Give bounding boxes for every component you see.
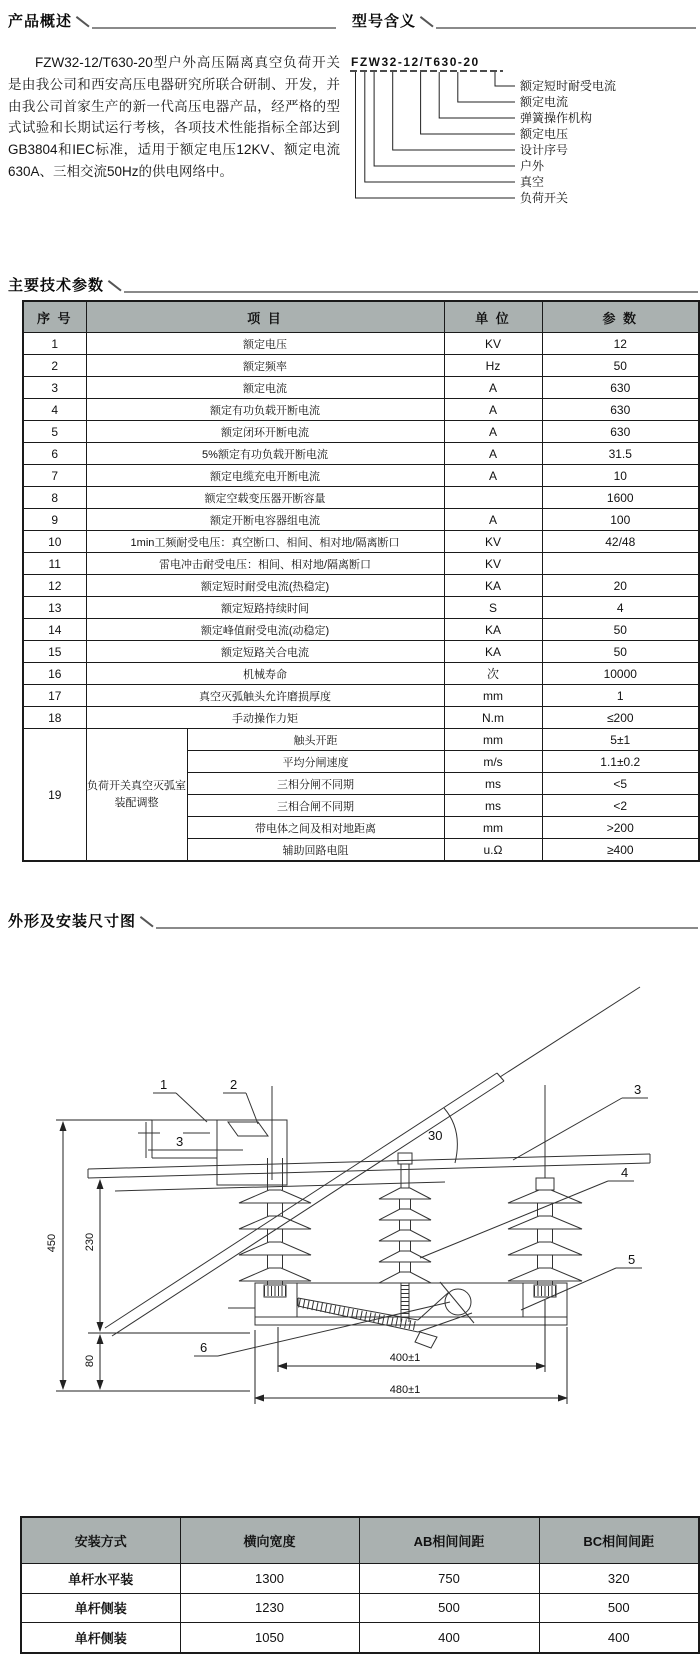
cell-no: 17 — [23, 685, 86, 707]
table-row — [23, 399, 699, 421]
callout-3: 3 — [634, 1082, 642, 1097]
cell-ab: 400 — [359, 1623, 539, 1653]
cell-item: 雷电冲击耐受电压：相间、相对地/隔离断口 — [86, 553, 444, 575]
cell-unit: mm — [444, 685, 542, 707]
section-title-drawing: 外形及安装尺寸图 — [8, 913, 137, 930]
cell-item: 额定电流 — [86, 377, 444, 399]
table-row — [23, 355, 699, 377]
callout-4: 4 — [621, 1165, 629, 1180]
cell-value: 20 — [542, 575, 699, 597]
cell-item: 三相分闸不同期 — [187, 773, 444, 795]
model-label: 负荷开关 — [520, 191, 569, 205]
mechanism-box — [138, 1086, 287, 1185]
cell-item: 额定闭环开断电流 — [86, 421, 444, 443]
cell-no: 7 — [23, 465, 86, 487]
model-label: 户外 — [520, 159, 545, 173]
cell-item: 5%额定有功负载开断电流 — [86, 443, 444, 465]
section-title-tech: 主要技术参数 — [8, 277, 105, 294]
cell-value: 630 — [542, 377, 699, 399]
insulator-middle — [379, 1153, 431, 1322]
table-row — [23, 443, 699, 465]
callout-1: 1 — [160, 1077, 168, 1092]
cell-value: 31.5 — [542, 443, 699, 465]
cell-no: 2 — [23, 355, 86, 377]
cell-item: 机械寿命 — [86, 663, 444, 685]
cell-unit: KV — [444, 333, 542, 355]
cell-item: 真空灭弧触头允许磨损厚度 — [86, 685, 444, 707]
cell-width: 1230 — [180, 1593, 359, 1623]
cell-no: 11 — [23, 553, 86, 575]
callout-6: 6 — [200, 1340, 208, 1355]
cell-unit: S — [444, 597, 542, 619]
cell-ab: 750 — [359, 1564, 539, 1594]
section-tech-header — [8, 274, 698, 295]
cell-item: 1min工频耐受电压：真空断口、相间、相对地/隔离断口 — [86, 531, 444, 553]
cell-value: <2 — [542, 795, 699, 817]
cell-value: ≥400 — [542, 839, 699, 862]
cell-value: 1600 — [542, 487, 699, 509]
dim-80: 80 — [84, 1354, 96, 1368]
cell-unit: m/s — [444, 751, 542, 773]
cell-unit: KA — [444, 641, 542, 663]
cell-no: 1 — [23, 333, 86, 355]
callout-3-box: 3 — [176, 1134, 184, 1149]
cell-unit: A — [444, 443, 542, 465]
section-underline — [156, 927, 698, 929]
cell-unit: A — [444, 465, 542, 487]
table-row — [23, 377, 699, 399]
section-underline — [436, 27, 696, 29]
cell-value: 10000 — [542, 663, 699, 685]
cell-item: 额定短时耐受电流(热稳定) — [86, 575, 444, 597]
table-row — [23, 509, 699, 531]
table-row — [23, 553, 699, 575]
cell-no: 4 — [23, 399, 86, 421]
insulator-right — [508, 1085, 582, 1297]
table-row — [23, 333, 699, 355]
cell-item: 平均分闸速度 — [187, 751, 444, 773]
cell-item: 额定空载变压器开断容量 — [86, 487, 444, 509]
cell-value: 42/48 — [542, 531, 699, 553]
table-row — [23, 641, 699, 663]
col-header-method: 安装方式 — [21, 1517, 180, 1564]
cell-value: 50 — [542, 355, 699, 377]
section-overview-header — [8, 10, 336, 31]
model-label: 真空 — [520, 175, 545, 189]
cell-item: 辅助回路电阻 — [187, 839, 444, 862]
cell-no: 19 — [23, 729, 86, 862]
cell-bc: 400 — [539, 1623, 699, 1653]
cell-bc: 500 — [539, 1593, 699, 1623]
table-row — [23, 487, 699, 509]
overview-paragraph: FZW32-12/T630-20型户外高压隔离真空负荷开关是由我公司和西安高压电器研究所联合研制、开发，并由我公司首家生产的新一代高压电器产品，经严格的型式试验和长期试运行考核，各项技术性能指标全部达到GB3804和IEC标准，适用于额定电压12KV、额定电流630A、三相交流50Hz的供电网络中。 — [8, 55, 340, 179]
cell-item: 额定短路持续时间 — [86, 597, 444, 619]
cell-value: 5±1 — [542, 729, 699, 751]
cell-no: 9 — [23, 509, 86, 531]
cell-value: 1.1±0.2 — [542, 751, 699, 773]
slash-decor — [76, 17, 89, 30]
cell-no: 5 — [23, 421, 86, 443]
linkage-arm — [298, 1282, 474, 1348]
cell-unit: KV — [444, 531, 542, 553]
table-row — [23, 465, 699, 487]
section-model-header — [352, 10, 696, 31]
cell-unit: A — [444, 421, 542, 443]
table-row — [23, 685, 699, 707]
table-row — [23, 421, 699, 443]
col-header-bc: BC相间间距 — [539, 1517, 699, 1564]
table-row — [21, 1564, 699, 1594]
outline-drawing — [0, 940, 700, 1410]
model-label: 额定短时耐受电流 — [520, 79, 617, 93]
cell-unit — [444, 487, 542, 509]
col-header-ab: AB相间间距 — [359, 1517, 539, 1564]
model-label: 设计序号 — [520, 143, 569, 157]
table-row — [23, 707, 699, 729]
dimension-lines-left — [56, 1120, 250, 1391]
table-row — [23, 663, 699, 685]
cell-no: 13 — [23, 597, 86, 619]
insulator-left — [239, 1158, 311, 1297]
model-label: 额定电压 — [520, 127, 569, 141]
cell-unit: KV — [444, 553, 542, 575]
cell-value: 12 — [542, 333, 699, 355]
cell-item: 额定电压 — [86, 333, 444, 355]
cell-bc: 320 — [539, 1564, 699, 1594]
cell-item: 手动操作力矩 — [86, 707, 444, 729]
cell-unit: Hz — [444, 355, 542, 377]
col-header-no: 序 号 — [23, 301, 86, 333]
dim-230: 230 — [84, 1232, 96, 1252]
dim-480: 480±1 — [389, 1384, 421, 1396]
slash-decor — [108, 281, 121, 294]
cell-value: >200 — [542, 817, 699, 839]
cell-unit: A — [444, 377, 542, 399]
cell-value: 630 — [542, 399, 699, 421]
cell-item: 三相合闸不同期 — [187, 795, 444, 817]
angle-label: 30 — [428, 1128, 443, 1143]
hatched-arm — [299, 1303, 417, 1326]
table-header-row — [23, 301, 699, 333]
cell-value: 50 — [542, 619, 699, 641]
callout-5: 5 — [628, 1252, 636, 1267]
crossarm-beam — [88, 1154, 650, 1191]
model-code: FZW32-12/T630-20 — [351, 55, 480, 69]
cell-item: 额定频率 — [86, 355, 444, 377]
cell-no: 18 — [23, 707, 86, 729]
cell-unit: mm — [444, 729, 542, 751]
table-row — [23, 575, 699, 597]
callout-2: 2 — [230, 1077, 238, 1092]
cell-value: 10 — [542, 465, 699, 487]
section-underline — [92, 27, 336, 29]
table-header-row — [21, 1517, 699, 1564]
cell-value: 100 — [542, 509, 699, 531]
cell-no: 10 — [23, 531, 86, 553]
cell-value — [542, 553, 699, 575]
cell-no: 12 — [23, 575, 86, 597]
cell-item: 额定短路关合电流 — [86, 641, 444, 663]
cell-item: 带电体之间及相对地距离 — [187, 817, 444, 839]
cell-method: 单杆侧装 — [21, 1593, 180, 1623]
cell-value: 50 — [542, 641, 699, 663]
section-drawing-header — [8, 910, 698, 931]
cell-no: 3 — [23, 377, 86, 399]
cell-unit: u.Ω — [444, 839, 542, 862]
col-header-width: 横向宽度 — [180, 1517, 359, 1564]
cell-unit: mm — [444, 817, 542, 839]
cell-no: 14 — [23, 619, 86, 641]
section-underline — [124, 291, 698, 293]
model-label: 额定电流 — [520, 95, 569, 109]
cell-no: 16 — [23, 663, 86, 685]
cell-item: 触头开距 — [187, 729, 444, 751]
installation-table — [20, 1516, 700, 1654]
section-title-overview: 产品概述 — [8, 13, 73, 30]
cell-unit: N.m — [444, 707, 542, 729]
model-meaning-diagram — [345, 40, 700, 212]
cell-item: 额定峰值耐受电流(动稳定) — [86, 619, 444, 641]
cell-unit: KA — [444, 619, 542, 641]
cell-unit: KA — [444, 575, 542, 597]
cell-width: 1050 — [180, 1623, 359, 1653]
cell-value: 1 — [542, 685, 699, 707]
table-row — [21, 1623, 699, 1653]
cell-item: 额定开断电容器组电流 — [86, 509, 444, 531]
cell-item: 额定有功负载开断电流 — [86, 399, 444, 421]
slash-decor — [420, 17, 433, 30]
cell-method: 单杆侧装 — [21, 1623, 180, 1653]
model-labels — [520, 78, 616, 205]
cell-ab: 500 — [359, 1593, 539, 1623]
dim-450: 450 — [46, 1233, 58, 1253]
cell-no: 6 — [23, 443, 86, 465]
table-row — [23, 597, 699, 619]
slash-decor — [140, 917, 153, 930]
table-row — [21, 1593, 699, 1623]
cell-value: ≤200 — [542, 707, 699, 729]
col-header-unit: 单 位 — [444, 301, 542, 333]
cell-width: 1300 — [180, 1564, 359, 1594]
section-title-model: 型号含义 — [352, 13, 417, 30]
cell-value: <5 — [542, 773, 699, 795]
table-row — [23, 531, 699, 553]
cell-group-label: 负荷开关真空灭弧室装配调整 — [86, 729, 187, 862]
table-row — [23, 729, 699, 751]
cell-no: 15 — [23, 641, 86, 663]
table-row — [23, 619, 699, 641]
cell-value: 4 — [542, 597, 699, 619]
cell-value: 630 — [542, 421, 699, 443]
col-header-value: 参 数 — [542, 301, 699, 333]
cell-method: 单杆水平装 — [21, 1564, 180, 1594]
cell-unit: 次 — [444, 663, 542, 685]
cell-unit: A — [444, 399, 542, 421]
cell-unit: ms — [444, 795, 542, 817]
dim-400: 400±1 — [389, 1352, 421, 1364]
tech-parameters-table — [22, 300, 700, 862]
col-header-item: 项 目 — [86, 301, 444, 333]
cell-unit: A — [444, 509, 542, 531]
cell-item: 额定电缆充电开断电流 — [86, 465, 444, 487]
cell-unit: ms — [444, 773, 542, 795]
model-leader-lines — [356, 72, 516, 198]
model-label: 弹簧操作机构 — [520, 111, 593, 125]
cell-no: 8 — [23, 487, 86, 509]
